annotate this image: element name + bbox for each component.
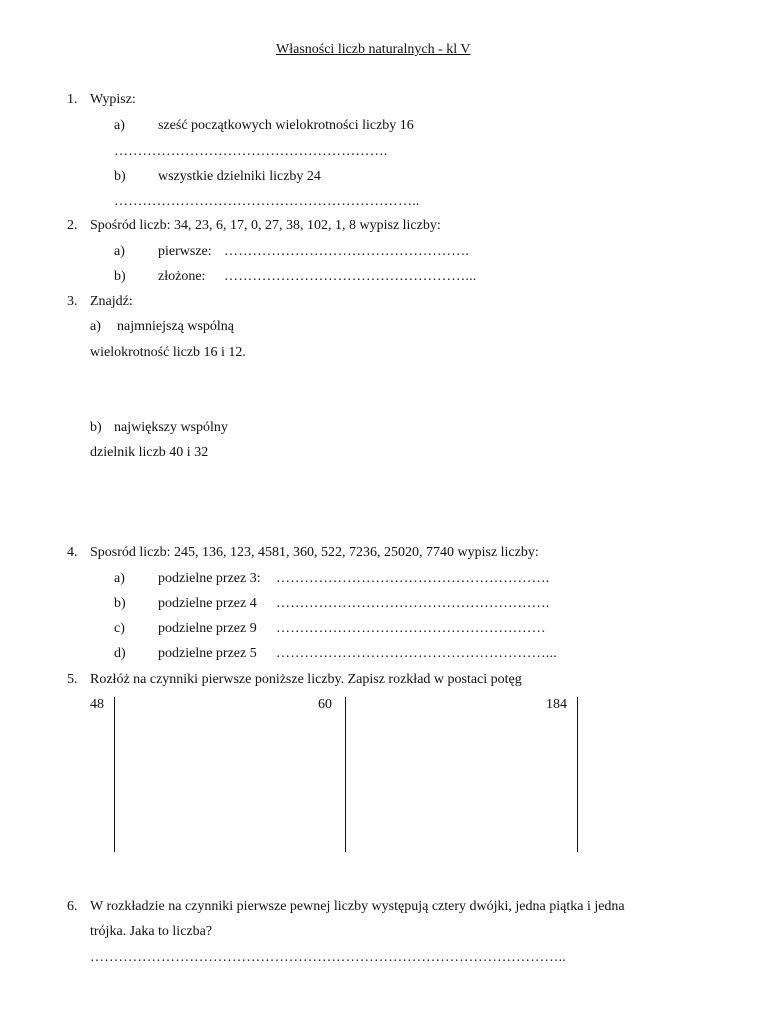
q2b-answer-line[interactable]: ……………………………………………... xyxy=(224,269,477,284)
q5-factor-line-48 xyxy=(114,697,115,852)
q5-factor-line-60 xyxy=(345,697,346,852)
q6-text-line1: W rozkładzie na czynniki pierwsze pewnej liczby występują cztery dwójki, jedna piątka i jedna xyxy=(90,899,625,914)
q2b-label: b) xyxy=(114,269,126,284)
q3-instruction: Znajdź: xyxy=(90,294,133,309)
q5-number-184: 184 xyxy=(546,697,567,712)
q4d-label: d) xyxy=(114,646,126,661)
q3a-text-line1: najmniejszą wspólną xyxy=(117,319,235,334)
q4a-text: podzielne przez 3: xyxy=(158,571,261,586)
q1a-answer-line[interactable]: …………………………………………………. xyxy=(114,144,388,159)
worksheet-title: Własności liczb naturalnych - kl V xyxy=(276,42,471,57)
q4b-label: b) xyxy=(114,596,126,611)
q1-number: 1. xyxy=(67,92,78,107)
q2b-text: złożone: xyxy=(158,269,206,284)
q4b-text: podzielne przez 4 xyxy=(158,596,257,611)
q2-instruction: Spośród liczb: 34, 23, 6, 17, 0, 27, 38, 102, 1, 8 wypisz liczby: xyxy=(90,218,441,233)
q5-number-48: 48 xyxy=(90,697,104,712)
q5-instruction: Rozłóż na czynniki pierwsze poniższe liczby. Zapisz rozkład w postaci potęg xyxy=(90,672,522,687)
q1a-text: sześć początkowych wielokrotności liczby 16 xyxy=(158,118,414,133)
q1b-text: wszystkie dzielniki liczby 24 xyxy=(158,169,321,184)
q4b-answer-line[interactable]: …………………………………………………. xyxy=(276,596,550,611)
q2a-text: pierwsze: xyxy=(158,244,212,259)
q1b-label: b) xyxy=(114,169,126,184)
q2-number: 2. xyxy=(67,218,78,233)
q3a-label: a) xyxy=(90,319,101,334)
q4c-label: c) xyxy=(114,621,125,636)
q6-number: 6. xyxy=(67,899,78,914)
q4d-answer-line[interactable]: …………………………………………………... xyxy=(276,646,557,661)
q2a-answer-line[interactable]: ……………………………………………. xyxy=(224,244,470,259)
q2a-label: a) xyxy=(114,244,125,259)
q4a-answer-line[interactable]: …………………………………………………. xyxy=(276,571,550,586)
q4d-text: podzielne przez 5 xyxy=(158,646,257,661)
q5-number: 5. xyxy=(67,672,78,687)
q4c-answer-line[interactable]: ………………………………………………… xyxy=(276,621,546,636)
q1-instruction: Wypisz: xyxy=(90,92,136,107)
q3a-text-line2: wielokrotność liczb 16 i 12. xyxy=(90,345,246,360)
q6-text-line2: trójka. Jaka to liczba? xyxy=(90,924,213,939)
q4c-text: podzielne przez 9 xyxy=(158,621,257,636)
q3b-text-line2: dzielnik liczb 40 i 32 xyxy=(90,445,209,460)
q4-instruction: Sposród liczb: 245, 136, 123, 4581, 360, 522, 7236, 25020, 7740 wypisz liczby: xyxy=(90,545,539,560)
q3b-text-line1: największy wspólny xyxy=(114,420,228,435)
q4-number: 4. xyxy=(67,545,78,560)
q6-answer-line[interactable]: ……………………………………………………………………………………….. xyxy=(90,950,566,965)
q5-number-60: 60 xyxy=(318,697,332,712)
q5-factor-line-184 xyxy=(577,697,578,852)
q3-number: 3. xyxy=(67,294,78,309)
q1b-answer-line[interactable]: ……………………………………………………….. xyxy=(114,194,420,209)
q3b-label: b) xyxy=(90,420,102,435)
q4a-label: a) xyxy=(114,571,125,586)
q1a-label: a) xyxy=(114,118,125,133)
